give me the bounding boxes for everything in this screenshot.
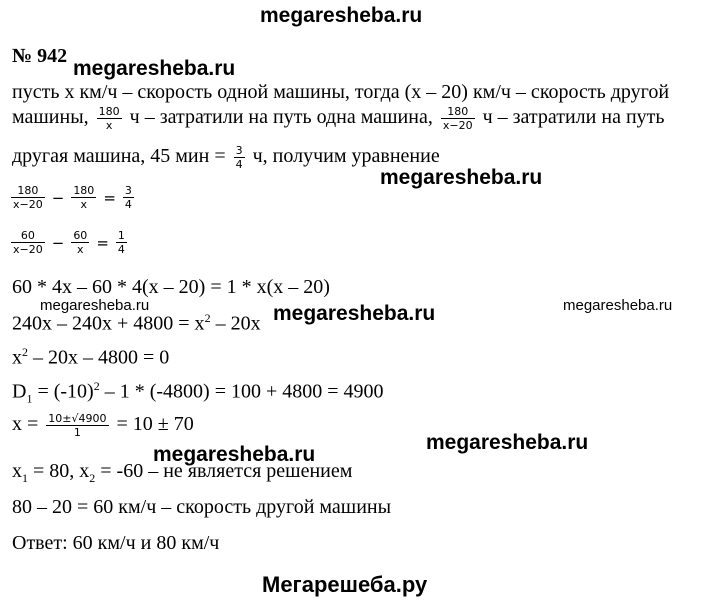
fraction-denominator: 1 <box>73 426 81 439</box>
fraction-numerator: 60 <box>73 229 88 242</box>
roots-text-b: = 80, х <box>28 460 90 482</box>
disc-text-c: – 1 * (-4800) = 100 + 4800 = 4900 <box>99 380 384 403</box>
superscript: 2 <box>93 379 100 393</box>
watermark-small-left: megaresheba.ru <box>40 297 150 314</box>
fraction-denominator: x <box>105 119 113 132</box>
subscript: 1 <box>22 471 28 485</box>
watermark-inline: megaresheba.ru <box>73 57 236 80</box>
superscript: 2 <box>204 311 211 325</box>
problem-line-2-text-b: ч – затратили на путь одна машина, <box>129 106 433 129</box>
problem-number: № 942 <box>12 45 68 67</box>
fraction-numerator: 180 <box>73 184 95 197</box>
watermark-mid-right: megaresheba.ru <box>380 166 543 189</box>
disc-text-a: D <box>12 380 27 403</box>
problem-line-3-text-b: ч, получим уравнение <box>252 145 440 168</box>
fraction-denominator: x <box>80 198 88 211</box>
equals-sign: = <box>96 233 109 252</box>
eq1-fraction-c <box>123 184 134 211</box>
problem-line-3-text-a: другая машина, 45 мин = <box>12 145 226 168</box>
line-expand-text-a: 240х – 240х + 4800 = х <box>12 312 205 335</box>
problem-line-3 <box>12 144 440 171</box>
problem-line-2 <box>12 105 665 132</box>
watermark-bottom: Мегарешеба.ру <box>262 572 428 597</box>
watermark-lower-right: megaresheba.ru <box>426 431 589 454</box>
fraction-root <box>46 412 108 439</box>
fraction-3-over-4 <box>234 144 245 171</box>
fraction-numerator: 60 <box>11 229 45 243</box>
line-expand-text-b: – 20х <box>210 312 261 335</box>
line-discriminant <box>12 379 384 407</box>
superscript: 2 <box>22 345 28 359</box>
fraction-180-over-x <box>97 105 122 132</box>
eq2-fraction-c <box>116 229 127 256</box>
line-quadratic <box>12 345 169 370</box>
eq2-fraction-b <box>71 229 89 256</box>
line-quad-text-a: х <box>12 346 22 369</box>
fraction-180-over-x-minus-20 <box>441 105 475 132</box>
problem-line-2-text-a: машины, <box>12 106 89 129</box>
roots-text-c: = -60 – не является решением <box>95 460 353 482</box>
watermark-small-right: megaresheba.ru <box>563 297 673 314</box>
line-expand <box>12 311 261 336</box>
minus-sign: − <box>51 233 65 252</box>
fraction-denominator: 4 <box>235 158 243 171</box>
fraction-denominator: x <box>77 243 84 256</box>
line-second-speed: 80 – 20 = 60 км/ч – скорость другой машины <box>12 496 392 518</box>
fraction-numerator: 180 <box>11 184 45 198</box>
eq1-fraction-a <box>11 184 45 211</box>
fraction-numerator: 3 <box>124 184 132 197</box>
fraction-numerator: 1 <box>117 229 125 242</box>
fraction-numerator: 180 <box>98 105 120 118</box>
fraction-denominator: x−20 <box>13 198 43 211</box>
roots-text-a: х <box>12 460 22 482</box>
subscript: 1 <box>26 391 33 406</box>
fraction-numerator: 3 <box>235 144 243 157</box>
fraction-numerator: 180 <box>441 105 475 119</box>
eq2-fraction-a <box>11 229 45 256</box>
subscript: 2 <box>89 471 96 485</box>
line-quad-text-b: – 20х – 4800 = 0 <box>28 346 170 369</box>
equation-2 <box>8 229 130 256</box>
root-text-a: х = <box>12 413 39 436</box>
watermark-top: megaresheba.ru <box>260 4 423 27</box>
line-roots <box>12 460 352 486</box>
line-roots-formula <box>12 412 194 439</box>
fraction-denominator: 4 <box>124 198 132 211</box>
watermark-mid-center: megaresheba.ru <box>273 302 436 325</box>
fraction-denominator: x−20 <box>13 243 43 256</box>
equals-sign: = <box>103 188 116 207</box>
eq1-fraction-b <box>71 184 96 211</box>
watermark-lower-center: megaresheba.ru <box>153 443 316 466</box>
problem-line-2-text-c: ч – затратили на путь <box>482 106 665 129</box>
line-multiply: 60 * 4х – 60 * 4(х – 20) = 1 * х(х – 20) <box>12 276 330 298</box>
fraction-denominator: x−20 <box>442 119 473 132</box>
fraction-denominator: 4 <box>117 243 125 256</box>
equation-1 <box>8 184 137 211</box>
minus-sign: − <box>51 188 65 207</box>
disc-text-b: = (-10) <box>32 380 94 403</box>
fraction-numerator: 10±√4900 <box>48 412 107 425</box>
answer-line: Ответ: 60 км/ч и 80 км/ч <box>12 532 220 554</box>
root-text-b: = 10 ± 70 <box>116 413 194 436</box>
problem-line-1: пусть х км/ч – скорость одной машины, тогда (х – 20) км/ч – скорость другой <box>12 81 670 103</box>
